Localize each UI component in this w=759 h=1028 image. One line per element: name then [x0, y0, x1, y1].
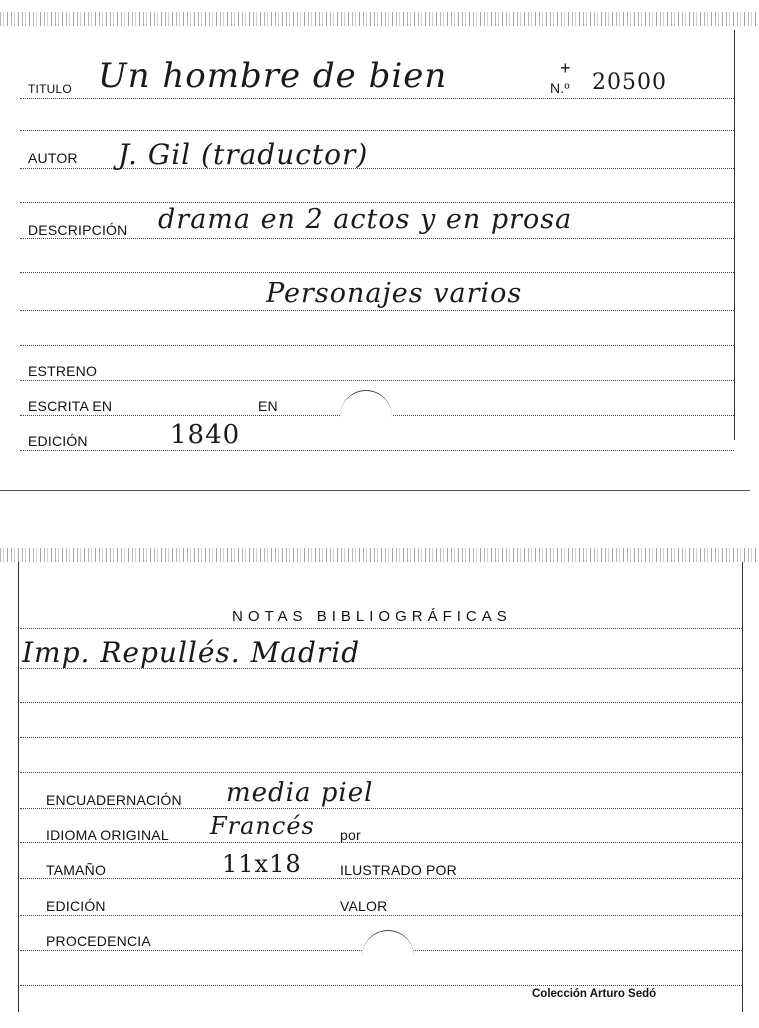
ruled-line	[20, 702, 742, 703]
descripcion-label: DESCRIPCIÓN	[28, 222, 128, 238]
ruled-line	[20, 737, 742, 738]
notas-value: Imp. Repullés. Madrid	[22, 636, 361, 669]
edicion-value: 1840	[170, 420, 241, 450]
ruled-line	[20, 772, 742, 773]
ruled-line	[20, 202, 734, 203]
edicion-label: EDICIÓN	[28, 433, 88, 449]
ruled-line	[20, 380, 734, 381]
cross-mark: +	[560, 58, 571, 78]
catalog-card-front	[0, 0, 759, 495]
ruled-line	[20, 808, 742, 809]
notas-heading: NOTAS BIBLIOGRÁFICAS	[232, 608, 512, 625]
autor-value: J. Gil (traductor)	[118, 138, 369, 171]
idioma-value: Francés	[210, 812, 315, 840]
punch-hole	[340, 390, 392, 443]
idioma-label: IDIOMA ORIGINAL	[46, 827, 169, 843]
ruled-line	[20, 915, 742, 916]
ruled-line	[20, 272, 734, 273]
descripcion-value: drama en 2 actos y en prosa	[158, 204, 573, 235]
titulo-value: Un hombre de bien	[98, 56, 448, 96]
autor-label: AUTOR	[28, 150, 78, 166]
ruled-line	[20, 238, 734, 239]
numero-value: 20500	[592, 70, 667, 95]
ruled-line	[20, 345, 734, 346]
tamano-value: 11x18	[222, 850, 302, 878]
ruled-line	[20, 130, 734, 131]
ruled-line	[20, 98, 734, 99]
ilustrado-label: ILUSTRADO POR	[340, 862, 457, 878]
encuadernacion-value: media piel	[226, 778, 374, 808]
valor-label: VALOR	[340, 898, 388, 914]
punch-hole	[362, 930, 414, 983]
titulo-label: TITULO	[28, 82, 72, 96]
card-left-edge	[18, 562, 19, 1012]
escrita-en-label: ESCRITA EN	[28, 398, 113, 414]
descripcion-value-2: Personajes varios	[266, 278, 523, 309]
ruled-line	[20, 985, 742, 986]
estreno-label: ESTRENO	[28, 363, 98, 379]
edicion-label: EDICIÓN	[46, 898, 106, 914]
ruled-line	[20, 310, 734, 311]
card-torn-edge	[0, 12, 759, 26]
numero-label: N.º	[550, 80, 570, 96]
procedencia-label: PROCEDENCIA	[46, 933, 151, 949]
card-right-edge	[742, 562, 743, 1012]
ruled-line	[20, 450, 734, 451]
en-label: EN	[258, 398, 278, 414]
card-bottom-edge	[0, 490, 750, 491]
collection-footer: Colección Arturo Sedó	[532, 988, 657, 1000]
catalog-card-back	[0, 540, 759, 1028]
ruled-line	[20, 628, 742, 629]
ruled-line	[20, 878, 742, 879]
tamano-label: TAMAÑO	[46, 862, 107, 878]
card-right-edge	[734, 30, 735, 440]
por-label: por	[340, 827, 361, 843]
card-torn-edge	[0, 548, 759, 562]
encuadernacion-label: ENCUADERNACIÓN	[46, 792, 182, 808]
